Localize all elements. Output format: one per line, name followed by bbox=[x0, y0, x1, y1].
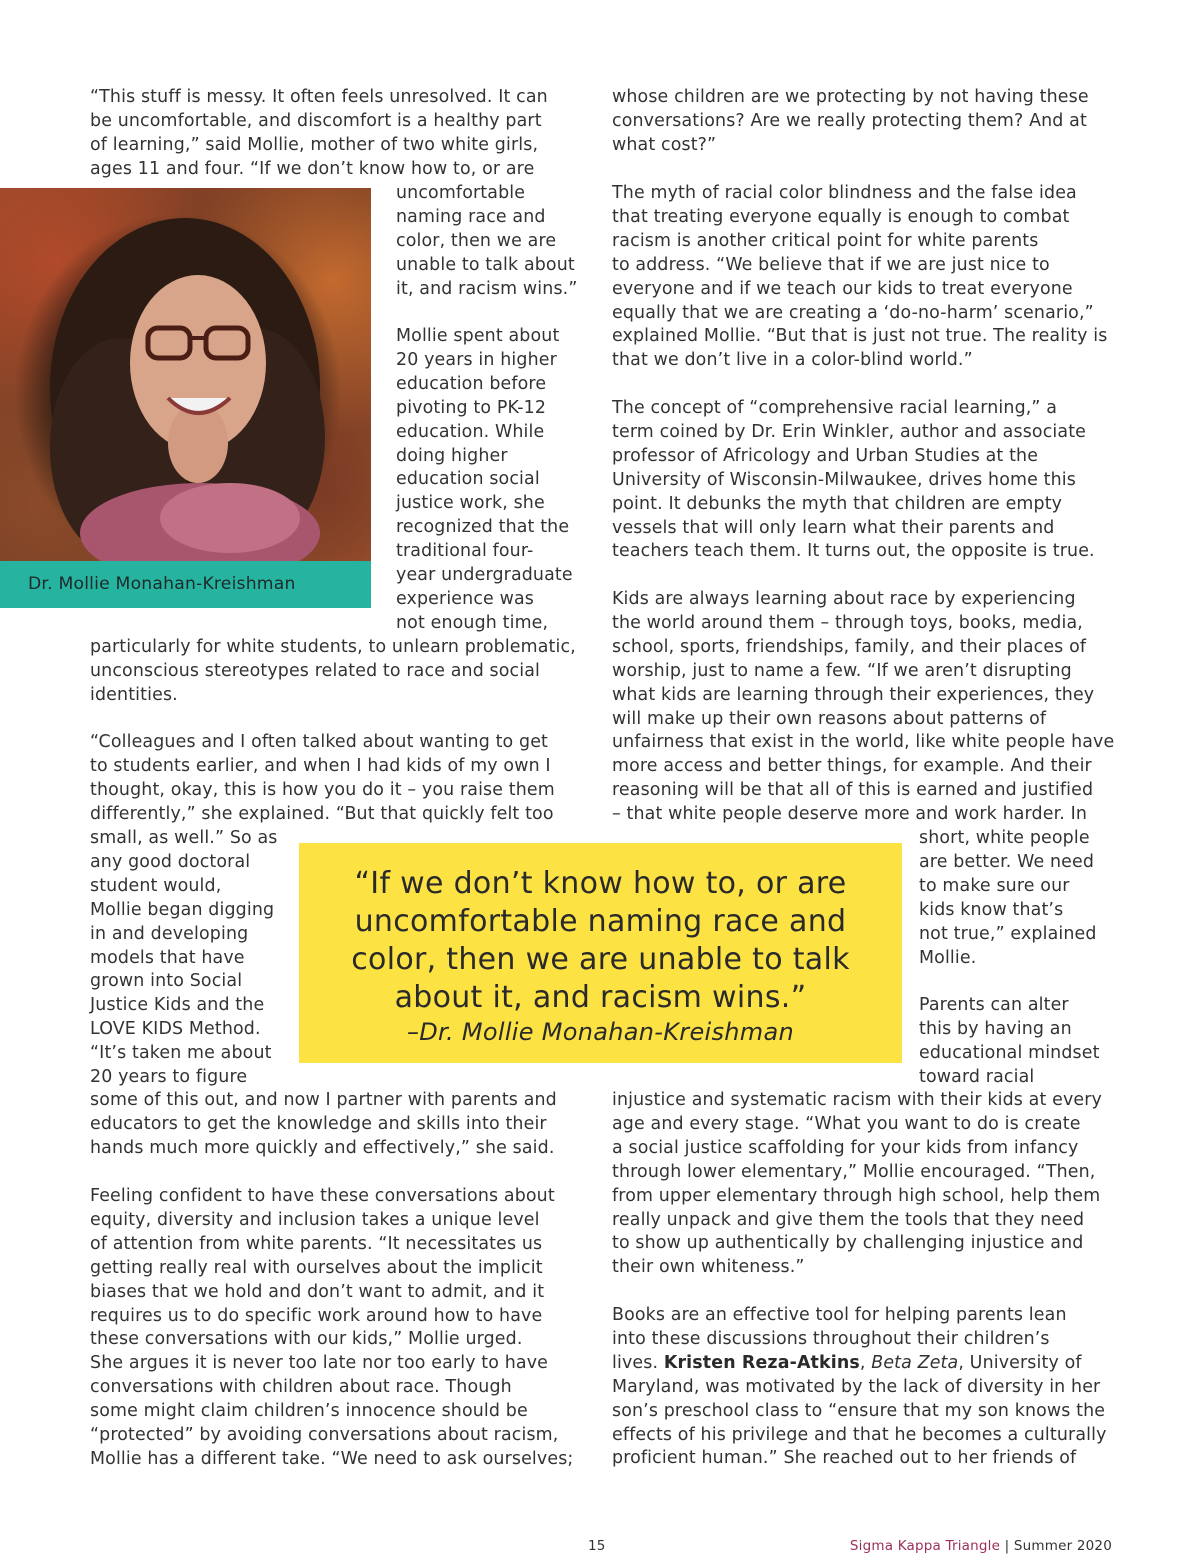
text-line: models that have bbox=[90, 947, 245, 968]
text-line: not true,” explained bbox=[919, 923, 1097, 944]
text-line: year undergraduate bbox=[396, 565, 573, 586]
text-line: everyone and if we teach our kids to treat everyone bbox=[612, 278, 1073, 299]
text-line: to address. “We believe that if we are just nice to bbox=[612, 254, 1050, 275]
portrait-photo bbox=[0, 188, 371, 561]
text-line: age and every stage. “What you want to do is create bbox=[612, 1113, 1081, 1134]
text-line: unfairness that exist in the world, like white people have bbox=[612, 732, 1115, 753]
right-para-5 bbox=[612, 1089, 1102, 1280]
text-line: Maryland, was motivated by the lack of diversity in her bbox=[612, 1376, 1101, 1397]
right-para-4 bbox=[612, 588, 1114, 827]
text-line: “This stuff is messy. It often feels unresolved. It can bbox=[90, 87, 548, 107]
text-line: Mollie spent about bbox=[396, 326, 560, 346]
photo-caption: Dr. Mollie Monahan-Kreishman bbox=[0, 561, 371, 608]
text-line: “It’s taken me about bbox=[90, 1043, 272, 1064]
text-line: Mollie. bbox=[919, 947, 977, 968]
text-line: what kids are learning through their experiences, they bbox=[612, 684, 1095, 705]
text-line: Mollie has a different take. “We need to ask ourselves; bbox=[90, 1448, 574, 1469]
text-line: conversations with children about race. Though bbox=[90, 1377, 512, 1398]
left-para-1-wrap bbox=[396, 182, 578, 302]
left-para-3-wrap bbox=[90, 827, 278, 1090]
text-fragment: , University of bbox=[958, 1352, 1082, 1373]
text-line: equity, diversity and inclusion takes a unique level bbox=[90, 1209, 540, 1230]
text-line: proficient human.” She reached out to her friends of bbox=[612, 1448, 1077, 1469]
text-line: University of Wisconsin-Milwaukee, drives home this bbox=[612, 469, 1076, 490]
pull-quote-line: about it, and racism wins.” bbox=[394, 980, 807, 1015]
text-line: that treating everyone equally is enough to combat bbox=[612, 206, 1070, 227]
text-line: Mollie began digging bbox=[90, 899, 275, 920]
text-line: education. While bbox=[396, 421, 545, 442]
text-line: LOVE KIDS Method. bbox=[90, 1019, 261, 1040]
right-para-1 bbox=[612, 86, 1089, 158]
text-line: educational mindset bbox=[919, 1042, 1100, 1063]
text-line: not enough time, bbox=[396, 612, 549, 633]
text-line: small, as well.” So as bbox=[90, 828, 278, 848]
text-line: short, white people bbox=[919, 828, 1090, 848]
left-para-2 bbox=[90, 636, 576, 708]
text-line: to students earlier, and when I had kids of my own I bbox=[90, 755, 551, 776]
left-para-3 bbox=[90, 731, 555, 827]
text-line: requires us to do specific work around how to have bbox=[90, 1305, 543, 1326]
text-line: color, then we are bbox=[396, 230, 557, 251]
text-line: getting really real with ourselves about the implicit bbox=[90, 1257, 543, 1278]
portrait-illustration bbox=[0, 188, 371, 561]
text-line: point. It debunks the myth that children are empty bbox=[612, 493, 1063, 514]
text-line: naming race and bbox=[396, 206, 546, 227]
text-line: their own whiteness.” bbox=[612, 1257, 805, 1278]
text-line: thought, okay, this is how you do it – you raise them bbox=[90, 779, 555, 800]
text-line: will make up their own reasons about patterns of bbox=[612, 708, 1047, 729]
pull-quote-line: “If we don’t know how to, or are bbox=[354, 866, 847, 901]
text-line: a social justice scaffolding for your kids from infancy bbox=[612, 1137, 1079, 1158]
text-line: explained Mollie. “But that is just not true. The reality is bbox=[612, 326, 1108, 347]
text-line: of learning,” said Mollie, mother of two white girls, bbox=[90, 134, 539, 155]
text-line: what cost?” bbox=[612, 134, 717, 155]
text-line: justice work, she bbox=[396, 493, 545, 514]
text-line: “protected” by avoiding conversations about racism, bbox=[90, 1425, 559, 1446]
left-para-3-tail bbox=[90, 1089, 557, 1161]
text-line: The myth of racial color blindness and the false idea bbox=[612, 183, 1077, 203]
text-line: be uncomfortable, and discomfort is a healthy part bbox=[90, 110, 542, 131]
text-line: educators to get the knowledge and skills into their bbox=[90, 1113, 547, 1134]
pull-quote-line: uncomfortable naming race and bbox=[354, 904, 847, 939]
text-line: kids know that’s bbox=[919, 899, 1064, 920]
text-line: education before bbox=[396, 373, 547, 394]
text-line: these conversations with our kids,” Mollie urged. bbox=[90, 1329, 523, 1350]
member-name: Kristen Reza-Atkins bbox=[663, 1352, 860, 1373]
text-line: that we don’t live in a color-blind world.” bbox=[612, 350, 973, 371]
right-para-4-wrap bbox=[919, 827, 1097, 970]
text-line: from upper elementary through high school, help them bbox=[612, 1185, 1101, 1206]
text-line: through lower elementary,” Mollie encouraged. “Then, bbox=[612, 1161, 1096, 1182]
text-line: injustice and systematic racism with their kids at every bbox=[612, 1090, 1102, 1110]
text-line: “Colleagues and I often talked about wanting to get bbox=[90, 732, 549, 752]
text-line: into these discussions throughout their children’s bbox=[612, 1328, 1050, 1349]
right-para-5-wrap bbox=[919, 994, 1100, 1090]
right-para-2 bbox=[612, 182, 1107, 373]
text-line: unable to talk about bbox=[396, 254, 575, 275]
text-line: any good doctoral bbox=[90, 851, 251, 872]
right-para-3 bbox=[612, 397, 1095, 564]
text-line: She argues it is never too late nor too early to have bbox=[90, 1353, 549, 1374]
pull-quote-line: color, then we are unable to talk bbox=[351, 942, 850, 977]
right-para-6 bbox=[612, 1304, 1107, 1471]
issue-name: Summer 2020 bbox=[1013, 1538, 1112, 1554]
text-line: doing higher bbox=[396, 445, 508, 466]
text-line: – that white people deserve more and work harder. In bbox=[612, 804, 1088, 825]
text-line: biases that we hold and don’t want to admit, and it bbox=[90, 1281, 545, 1302]
text-line-with-name bbox=[612, 1352, 1107, 1376]
text-line: term coined by Dr. Erin Winkler, author and associate bbox=[612, 421, 1087, 442]
text-line: to show up authentically by challenging injustice and bbox=[612, 1233, 1084, 1254]
footer-publication bbox=[850, 1535, 1112, 1559]
text-line: teachers teach them. It turns out, the opposite is true. bbox=[612, 541, 1095, 562]
text-line: hands much more quickly and effectively,” she said. bbox=[90, 1137, 555, 1158]
text-line: 20 years to figure bbox=[90, 1067, 248, 1088]
text-line: some might claim children’s innocence should be bbox=[90, 1401, 528, 1422]
text-line: effects of his privilege and that he becomes a culturally bbox=[612, 1424, 1107, 1445]
text-line: recognized that the bbox=[396, 517, 570, 538]
text-line: school, sports, friendships, family, and their places of bbox=[612, 636, 1087, 657]
text-line: unconscious stereotypes related to race and social bbox=[90, 660, 541, 681]
text-fragment: lives. bbox=[612, 1352, 664, 1373]
text-line: ages 11 and four. “If we don’t know how to, or are bbox=[90, 158, 535, 179]
left-para-4 bbox=[90, 1185, 573, 1472]
text-line: to make sure our bbox=[919, 875, 1070, 896]
text-line: Parents can alter bbox=[919, 995, 1069, 1015]
text-line: reasoning will be that all of this is earned and justified bbox=[612, 780, 1094, 801]
pull-quote-author: –Dr. Mollie Monahan-Kreishman bbox=[406, 1018, 795, 1046]
text-line: uncomfortable bbox=[396, 183, 526, 203]
text-line: whose children are we protecting by not having these bbox=[612, 87, 1089, 107]
text-line: education social bbox=[396, 469, 540, 490]
text-line: son’s preschool class to “ensure that my son knows the bbox=[612, 1400, 1106, 1421]
text-line: experience was bbox=[396, 588, 534, 609]
text-fragment: , bbox=[859, 1352, 872, 1373]
text-line: Justice Kids and the bbox=[90, 995, 265, 1016]
pull-quote-box bbox=[299, 843, 902, 1063]
text-line: racism is another critical point for white parents bbox=[612, 230, 1039, 251]
text-line: this by having an bbox=[919, 1018, 1072, 1039]
text-line: identities. bbox=[90, 684, 178, 705]
text-line: professor of Africology and Urban Studies at the bbox=[612, 445, 1039, 466]
text-line: 20 years in higher bbox=[396, 349, 557, 370]
text-line: Feeling confident to have these conversations about bbox=[90, 1186, 555, 1206]
text-line: pivoting to PK-12 bbox=[396, 397, 547, 418]
text-line: Books are an effective tool for helping parents lean bbox=[612, 1305, 1067, 1325]
text-line: more access and better things, for example. And their bbox=[612, 756, 1092, 777]
text-line: conversations? Are we really protecting them? And at bbox=[612, 110, 1087, 131]
page-number: 15 bbox=[588, 1538, 606, 1554]
text-line: in and developing bbox=[90, 923, 249, 944]
text-line: some of this out, and now I partner with parents and bbox=[90, 1090, 557, 1110]
text-line: traditional four- bbox=[396, 541, 534, 562]
text-line: Kids are always learning about race by experiencing bbox=[612, 589, 1076, 609]
text-line: worship, just to name a few. “If we aren’t disrupting bbox=[612, 660, 1072, 681]
text-line: of attention from white parents. “It necessitates us bbox=[90, 1233, 543, 1254]
text-line: differently,” she explained. “But that quickly felt too bbox=[90, 803, 554, 824]
chapter-name: Beta Zeta bbox=[871, 1352, 959, 1373]
text-line: toward racial bbox=[919, 1066, 1035, 1087]
publication-name: Sigma Kappa Triangle bbox=[849, 1538, 1001, 1554]
text-line: are better. We need bbox=[919, 851, 1095, 872]
text-line: it, and racism wins.” bbox=[396, 278, 578, 299]
text-line: grown into Social bbox=[90, 971, 243, 992]
text-line: equally that we are creating a ‘do-no-harm’ scenario,” bbox=[612, 302, 1094, 323]
text-line: vessels that will only learn what their parents and bbox=[612, 517, 1055, 538]
text-line: The concept of “comprehensive racial learning,” a bbox=[612, 398, 1058, 418]
text-line: the world around them – through toys, books, media, bbox=[612, 612, 1083, 633]
text-line: really unpack and give them the tools that they need bbox=[612, 1209, 1085, 1230]
left-para-2-wrap bbox=[396, 325, 573, 636]
text-line: particularly for white students, to unlearn problematic, bbox=[90, 637, 576, 657]
footer-separator: | bbox=[1000, 1538, 1014, 1554]
text-line: student would, bbox=[90, 875, 222, 896]
left-para-1 bbox=[90, 86, 548, 182]
